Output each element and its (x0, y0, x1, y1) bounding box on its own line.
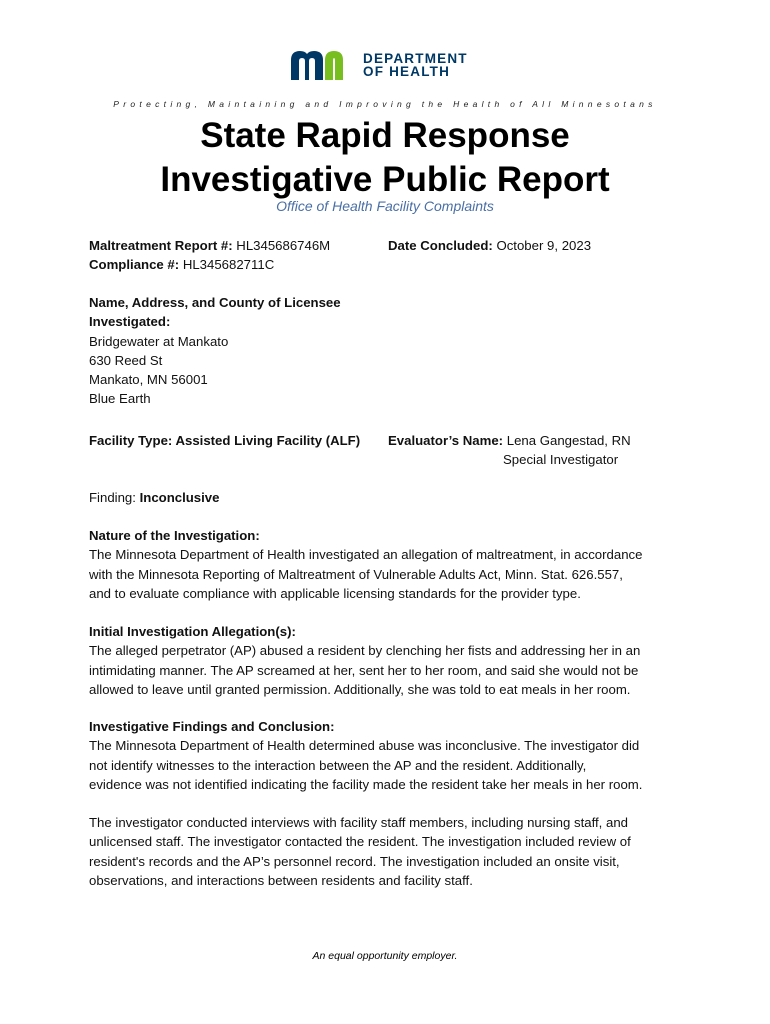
title-line-2: Investigative Public Report (160, 160, 610, 199)
compliance-label: Compliance #: (89, 257, 180, 273)
nature-line: and to evaluate compliance with applicable licensing standards for the provider type. (89, 585, 581, 601)
allegation-section (89, 622, 640, 699)
findings-line: The Minnesota Department of Health determined abuse was inconclusive. The investigator did (89, 738, 640, 754)
findings-line: evidence was not identified indicating the facility made the resident take her meals in her room. (89, 776, 643, 792)
date-concluded-row (388, 236, 591, 255)
interview-paragraph (89, 813, 631, 890)
compliance-row (89, 255, 330, 274)
evaluator-label: Evaluator’s Name: (388, 433, 504, 448)
licensee-label-line-2: Investigated: (89, 314, 171, 330)
findings-section (89, 717, 642, 794)
compliance-value: HL345682711C (182, 257, 275, 273)
interview-line: resident's records and the AP’s personnel record. The investigation included an onsite visit, (89, 853, 620, 869)
licensee-block (89, 293, 341, 409)
licensee-county: Blue Earth (89, 391, 151, 407)
page-subtitle: Office of Health Facility Complaints (276, 198, 494, 214)
mn-logo-icon (291, 50, 355, 80)
evaluator-block (388, 431, 631, 470)
allegation-heading: Initial Investigation Allegation(s): (89, 624, 296, 639)
date-concluded-value: October 9, 2023 (496, 238, 592, 253)
licensee-label-line-1: Name, Address, and County of Licensee (89, 295, 341, 310)
nature-heading: Nature of the Investigation: (89, 528, 260, 543)
title-line-1: State Rapid Response (200, 116, 570, 155)
nature-line: The Minnesota Department of Health investigated an allegation of maltreatment, in accordance (89, 547, 643, 563)
mdh-logo (291, 50, 468, 80)
licensee-name: Bridgewater at Mankato (89, 333, 229, 349)
nature-line: with the Minnesota Reporting of Maltreatment of Vulnerable Adults Act, Minn. Stat. 626.557, (89, 566, 623, 582)
footer-text: An equal opportunity employer. (312, 950, 458, 962)
facility-type: Facility Type: Assisted Living Facility (ALF) (89, 433, 361, 448)
findings-line: not identify witnesses to the interaction between the AP and the resident. Additionally, (89, 757, 587, 773)
evaluator-title: Special Investigator (503, 452, 619, 468)
report-numbers (89, 236, 330, 275)
tagline: Protecting, Maintaining and Improving the Health of All Minnesotans (113, 99, 657, 109)
finding-value: Inconclusive (139, 490, 220, 505)
evaluator-row (388, 431, 631, 450)
evaluator-name: Lena Gangestad, RN (506, 433, 631, 448)
interview-line: unlicensed staff. The investigator contacted the resident. The investigation included review of (89, 834, 631, 850)
logo-text (363, 52, 468, 78)
page-title (0, 114, 770, 202)
findings-heading: Investigative Findings and Conclusion: (89, 719, 335, 734)
allegation-line: intimidating manner. The AP screamed at her, sent her to her room, and said she would not be (89, 662, 639, 678)
interview-line: observations, and interactions between residents and facility staff. (89, 872, 473, 888)
allegation-line: The alleged perpetrator (AP) abused a resident by clenching her fists and addressing her in an (89, 643, 641, 659)
maltreatment-value: HL345686746M (236, 238, 331, 253)
licensee-city: Mankato, MN 56001 (89, 372, 208, 388)
logo-line-health: OF HEALTH (363, 64, 451, 79)
interview-line: The investigator conducted interviews with facility staff members, including nursing staff, and (89, 815, 628, 830)
allegation-line: allowed to leave until granted permission. Additionally, she was told to eat meals in her room. (89, 681, 631, 697)
logo-line-department: DEPARTMENT (363, 51, 468, 66)
finding-label: Finding: (89, 490, 136, 505)
finding-row (89, 488, 219, 507)
nature-section (89, 526, 642, 603)
licensee-street: 630 Reed St (89, 352, 163, 368)
maltreatment-report-row (89, 236, 330, 255)
maltreatment-label: Maltreatment Report #: (89, 238, 233, 253)
date-concluded-label: Date Concluded: (388, 238, 493, 253)
